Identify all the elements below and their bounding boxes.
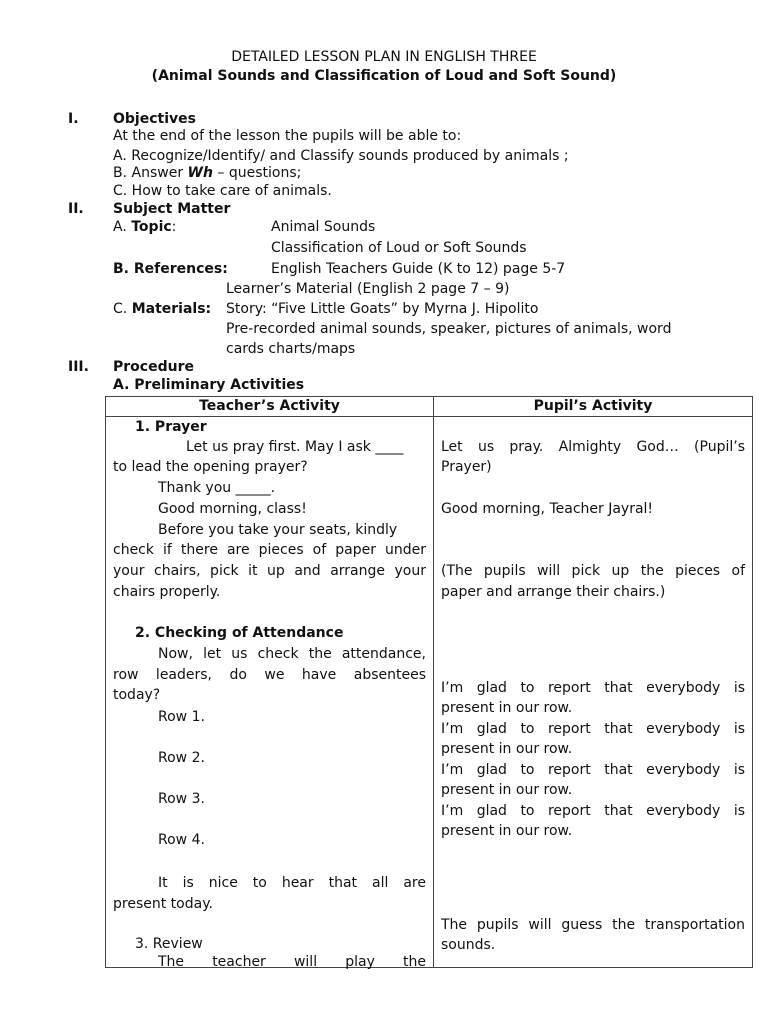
pupil-report-4-line-2: present in our row.: [441, 823, 573, 839]
materials-value-3: cards charts/maps: [226, 341, 356, 357]
objectives-intro: At the end of the lesson the pupils will be able to:: [113, 128, 462, 144]
teacher-prayer-line-1: Let us pray first. May I ask ____: [186, 439, 404, 455]
materials-value-2: Pre-recorded animal sounds, speaker, pictures of animals, word: [226, 321, 672, 337]
pupil-prayer-line-2: Prayer): [441, 459, 492, 475]
teacher-attendance-line-3: today?: [113, 687, 161, 703]
row-3-label: Row 3.: [158, 791, 205, 807]
section-numeral-subject: II.: [68, 201, 84, 217]
teacher-review-line-1: The teacher will play the: [158, 954, 426, 970]
teacher-nice-line-2: present today.: [113, 896, 213, 912]
teacher-good-morning: Good morning, class!: [158, 501, 307, 517]
subject-matter-heading: Subject Matter: [113, 201, 231, 217]
references-label: B. References:: [113, 261, 228, 277]
objective-a: A. Recognize/Identify/ and Classify sounds produced by animals ;: [113, 148, 569, 164]
pupil-report-1-line-1: I’m glad to report that everybody is: [441, 680, 745, 696]
objectives-heading: Objectives: [113, 111, 196, 127]
teacher-attendance-line-1: Now, let us check the attendance,: [158, 646, 426, 662]
teacher-before-line-2: check if there are pieces of paper under: [113, 542, 426, 558]
table-header-row: [106, 397, 753, 417]
pupil-report-2-line-1: I’m glad to report that everybody is: [441, 721, 745, 737]
references-value-2: Learner’s Material (English 2 page 7 – 9): [226, 281, 510, 297]
objective-c: C. How to take care of animals.: [113, 183, 332, 199]
teacher-before-line-4: chairs properly.: [113, 584, 221, 600]
pupil-guess-line-1: The pupils will guess the transportation: [441, 917, 745, 933]
pupil-prayer-line-1: Let us pray. Almighty God… (Pupil’s: [441, 439, 745, 455]
review-heading: 3. Review: [135, 936, 203, 952]
topic-value-1: Animal Sounds: [271, 219, 376, 235]
teacher-thank-you: Thank you _____.: [158, 480, 276, 496]
section-numeral-procedure: III.: [68, 359, 89, 375]
pupil-report-4-line-1: I’m glad to report that everybody is: [441, 803, 745, 819]
preliminary-activities-heading: A. Preliminary Activities: [113, 377, 305, 393]
section-numeral-objectives: I.: [68, 111, 79, 127]
references-value-1: English Teachers Guide (K to 12) page 5-7: [271, 261, 566, 277]
teacher-prayer-line-2: to lead the opening prayer?: [113, 459, 308, 475]
pupil-report-1-line-2: present in our row.: [441, 700, 573, 716]
topic-value-2: Classification of Loud or Soft Sounds: [271, 240, 527, 256]
objective-b-emphasis: Wh: [187, 165, 213, 181]
teacher-before-line-1: Before you take your seats, kindly: [158, 522, 398, 538]
materials-label: C. Materials:: [113, 301, 212, 317]
procedure-heading: Procedure: [113, 359, 194, 375]
pupil-pick-line-1: (The pupils will pick up the pieces of: [441, 563, 745, 579]
materials-value-1: Story: “Five Little Goats” by Myrna J. Hipolito: [226, 301, 539, 317]
pupil-report-3-line-2: present in our row.: [441, 782, 573, 798]
topic-label: A. Topic:: [113, 219, 177, 235]
teacher-attendance-line-2: row leaders, do we have absentees: [113, 667, 426, 683]
document-title: DETAILED LESSON PLAN IN ENGLISH THREE: [231, 49, 537, 65]
pupil-report-2-line-2: present in our row.: [441, 741, 573, 757]
row-1-label: Row 1.: [158, 709, 205, 725]
prayer-heading: 1. Prayer: [135, 419, 207, 435]
pupil-guess-line-2: sounds.: [441, 937, 496, 953]
pupil-activity-header: Pupil’s Activity: [434, 397, 753, 417]
pupil-activity-cell: [434, 417, 753, 968]
teacher-before-line-3: your chairs, pick it up and arrange your: [113, 563, 426, 579]
attendance-heading: 2. Checking of Attendance: [135, 625, 344, 641]
pupil-report-3-line-1: I’m glad to report that everybody is: [441, 762, 745, 778]
activities-table: [105, 396, 753, 968]
document-subtitle: (Animal Sounds and Classification of Loud and Soft Sound): [151, 68, 617, 84]
teacher-activity-header: Teacher’s Activity: [106, 397, 434, 417]
teacher-nice-line-1: It is nice to hear that all are: [158, 875, 426, 891]
pupil-greeting: Good morning, Teacher Jayral!: [441, 501, 654, 517]
row-2-label: Row 2.: [158, 750, 205, 766]
pupil-pick-line-2: paper and arrange their chairs.): [441, 584, 666, 600]
teacher-activity-cell: [106, 417, 434, 968]
table-row: [106, 417, 753, 968]
row-4-label: Row 4.: [158, 832, 205, 848]
objective-b: B. Answer Wh – questions;: [113, 165, 302, 181]
